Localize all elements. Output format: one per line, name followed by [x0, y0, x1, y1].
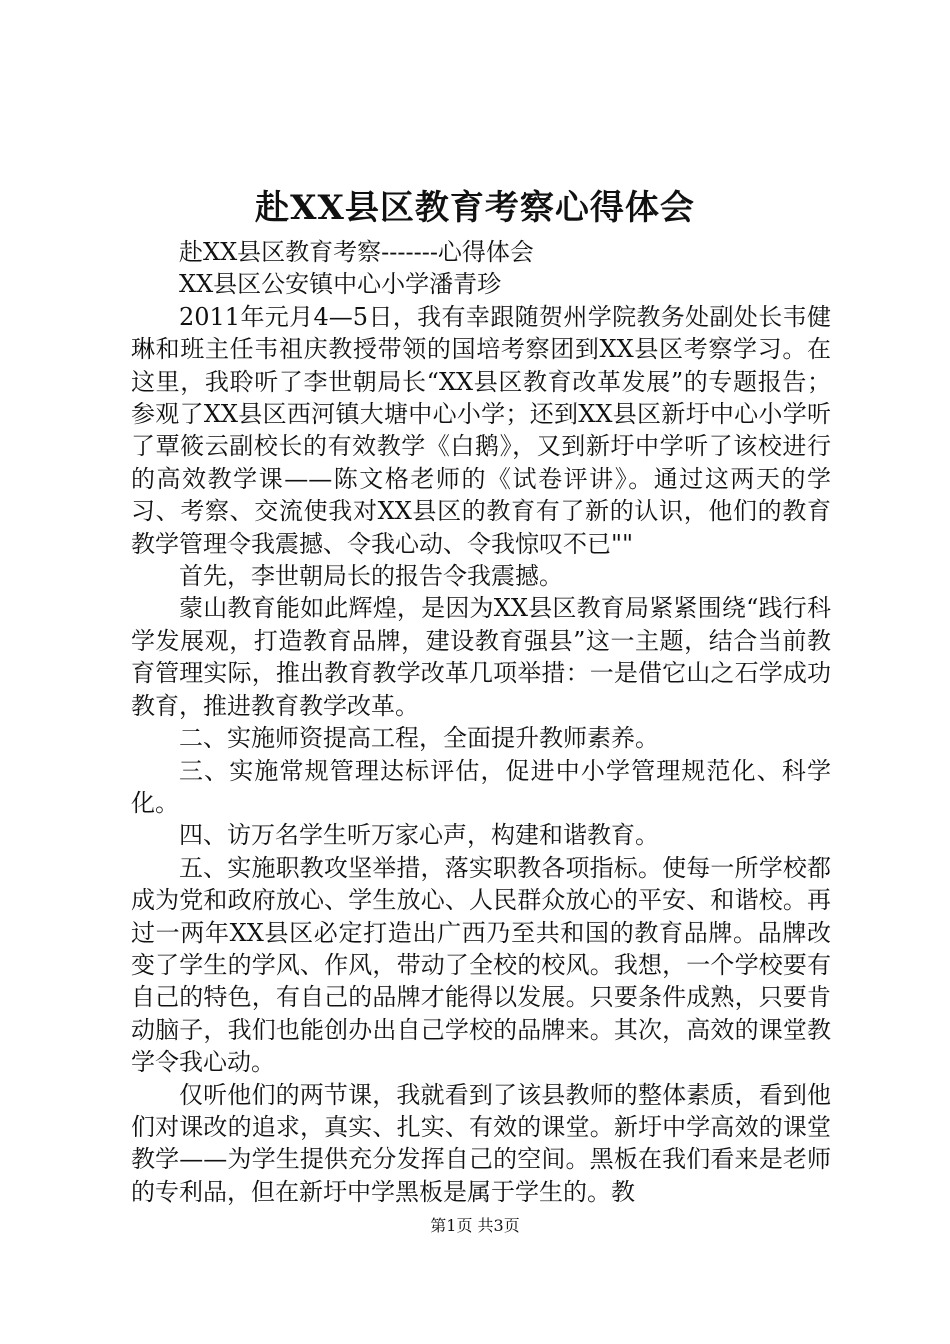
paragraph: 五、实施职教攻坚举措，落实职教各项指标。使每一所学校都成为党和政府放心、学生放心、人民群众放心的平安、和谐校。再过一两年XX县区必定打造出广西乃至共和国的教育品牌。品牌改变了学生的学风、作风，带动了全校的校风。我想，一个学校要有自己的特色，有自己的品牌才能得以发展。只要条件成熟，只要肯动脑子，我们也能创办出自己学校的品牌来。其次，高效的课堂教学令我心动。 [131, 853, 831, 1077]
paragraph: 蒙山教育能如此辉煌，是因为XX县区教育局紧紧围绕“践行科学发展观，打造教育品牌，建设教育强县”这一主题，结合当前教育管理实际，推出教育教学改革几项举措：一是借它山之石学成功教育，推进教育教学改革。 [131, 594, 831, 720]
paragraph: 首先，李世朝局长的报告令我震撼。 [179, 562, 563, 591]
paragraph: 仅听他们的两节课，我就看到了该县教师的整体素质，看到他们对课改的追求，真实、扎实、有效的课堂。新圩中学高效的课堂教学——为学生提供充分发挥自己的空间。黑板在我们看来是老师的专利品，但在新圩中学黑板是属于学生的。教 [131, 1080, 831, 1206]
page-number-footer: 第1页 共3页 [430, 1216, 520, 1235]
paragraph: 2011年元月4—5日，我有幸跟随贺州学院教务处副处长韦健琳和班主任韦祖庆教授带领的国培考察团到XX县区考察学习。在这里，我聆听了李世朝局长“XX县区教育改革发展”的专题报告；参观了XX县区西河镇大塘中心小学；还到XX县区新圩中心小学听了覃筱云副校长的有效教学《白鹅》，又到新圩中学听了该校进行的高效教学课——陈文格老师的《试卷评讲》。通过这两天的学习、考察、交流使我对XX县区的教育有了新的认识，他们的教育教学管理令我震撼、令我心动、令我惊叹不已"" [131, 302, 831, 558]
paragraph-subtitle: 赴XX县区教育考察-------心得体会 [179, 238, 534, 266]
document-body [131, 236, 831, 1208]
paragraph-author: XX县区公安镇中心小学潘青珍 [179, 270, 502, 299]
paragraph: 二、实施师资提高工程，全面提升教师素养。 [179, 724, 659, 753]
document-title: 赴XX县区教育考察心得体会 [255, 188, 695, 228]
paragraph: 三、实施常规管理达标评估，促进中小学管理规范化、科学化。 [131, 756, 831, 817]
paragraph: 四、访万名学生听万家心声，构建和谐教育。 [179, 821, 659, 850]
